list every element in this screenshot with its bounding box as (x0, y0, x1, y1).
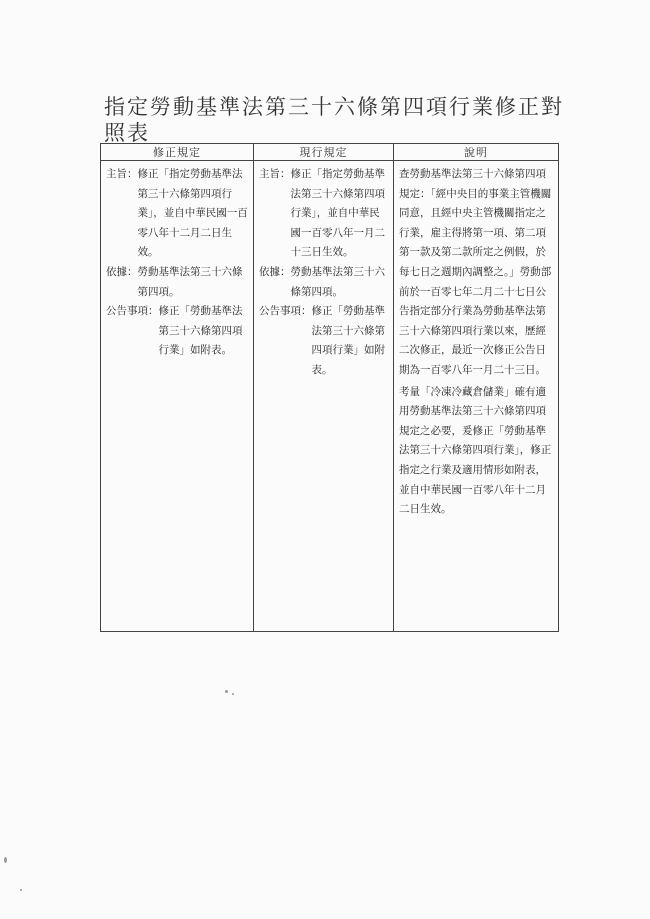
explanation-paragraph-1: 查勞動基準法第三十六條第四項規定：「經中央目的事業主管機關同意，且經中央主管機關指定之行業，雇主得將第一項、第二項第一款及第二款所定之例假，於每七日之週期內調整之。」勞動部前於一百零七年二月二十七日公告指定部分行業為勞動基準法第三十六條第四項行業以來，歷經二次修正，最近一次修正公告日期為一百零八年一月二十三日。 (399, 168, 552, 376)
current-notice-label: 公告事項： (259, 305, 312, 318)
revised-basis (106, 263, 248, 302)
current-notice-text: 修正「勞動基準法第三十六條第四項行業」如附表。 (311, 305, 385, 376)
scan-speck (4, 857, 7, 863)
current-subject-text: 修正「指定勞動基準法第三十六條第四項行業」，並自中華民國一百零八年一月二十三日生效。 (290, 168, 385, 259)
scan-speck (225, 690, 228, 693)
current-notice (259, 302, 388, 380)
document-title: 指定勞動基準法第三十六條第四項行業修正對照表 (104, 95, 564, 145)
current-subject-label: 主旨： (259, 168, 291, 180)
revised-cell (101, 161, 254, 632)
revised-subject-label: 主旨： (106, 168, 138, 180)
scan-speck (232, 693, 234, 695)
revised-subject (106, 165, 248, 263)
table-header-row (101, 144, 559, 161)
current-basis-label: 依據： (259, 265, 291, 278)
revised-basis-label: 依據： (106, 265, 138, 278)
current-basis (259, 263, 388, 302)
comparison-table (100, 143, 559, 632)
revised-subject-text: 修正「指定勞動基準法第三十六條第四項行業」，並自中華民國一百零八年十二月二日生效。 (137, 168, 248, 259)
explanation-cell (394, 161, 559, 632)
header-explanation: 說明 (394, 144, 559, 161)
explanation-paragraph-2: 考量「冷凍冷藏倉儲業」確有適用勞動基準法第三十六條第四項規定之必要，爰修正「勞動基準法第三十六條第四項行業」，修正指定之行業及適用情形如附表，並自中華民國一百零八年十二月二日生效。 (399, 385, 552, 516)
revised-notice-text: 修正「勞動基準法第三十六條第四項行業」如附表。 (158, 305, 243, 357)
current-basis-text: 勞動基準法第三十六條第四項。 (290, 265, 385, 298)
revised-notice-label: 公告事項： (106, 305, 159, 318)
current-subject (259, 165, 388, 263)
scan-speck (20, 889, 22, 891)
header-current: 現行規定 (254, 144, 394, 161)
revised-notice (106, 302, 248, 361)
table-body-row (101, 161, 559, 632)
revised-basis-text: 勞動基準法第三十六條第四項。 (137, 265, 243, 298)
current-cell (254, 161, 394, 632)
header-revised: 修正規定 (101, 144, 254, 161)
